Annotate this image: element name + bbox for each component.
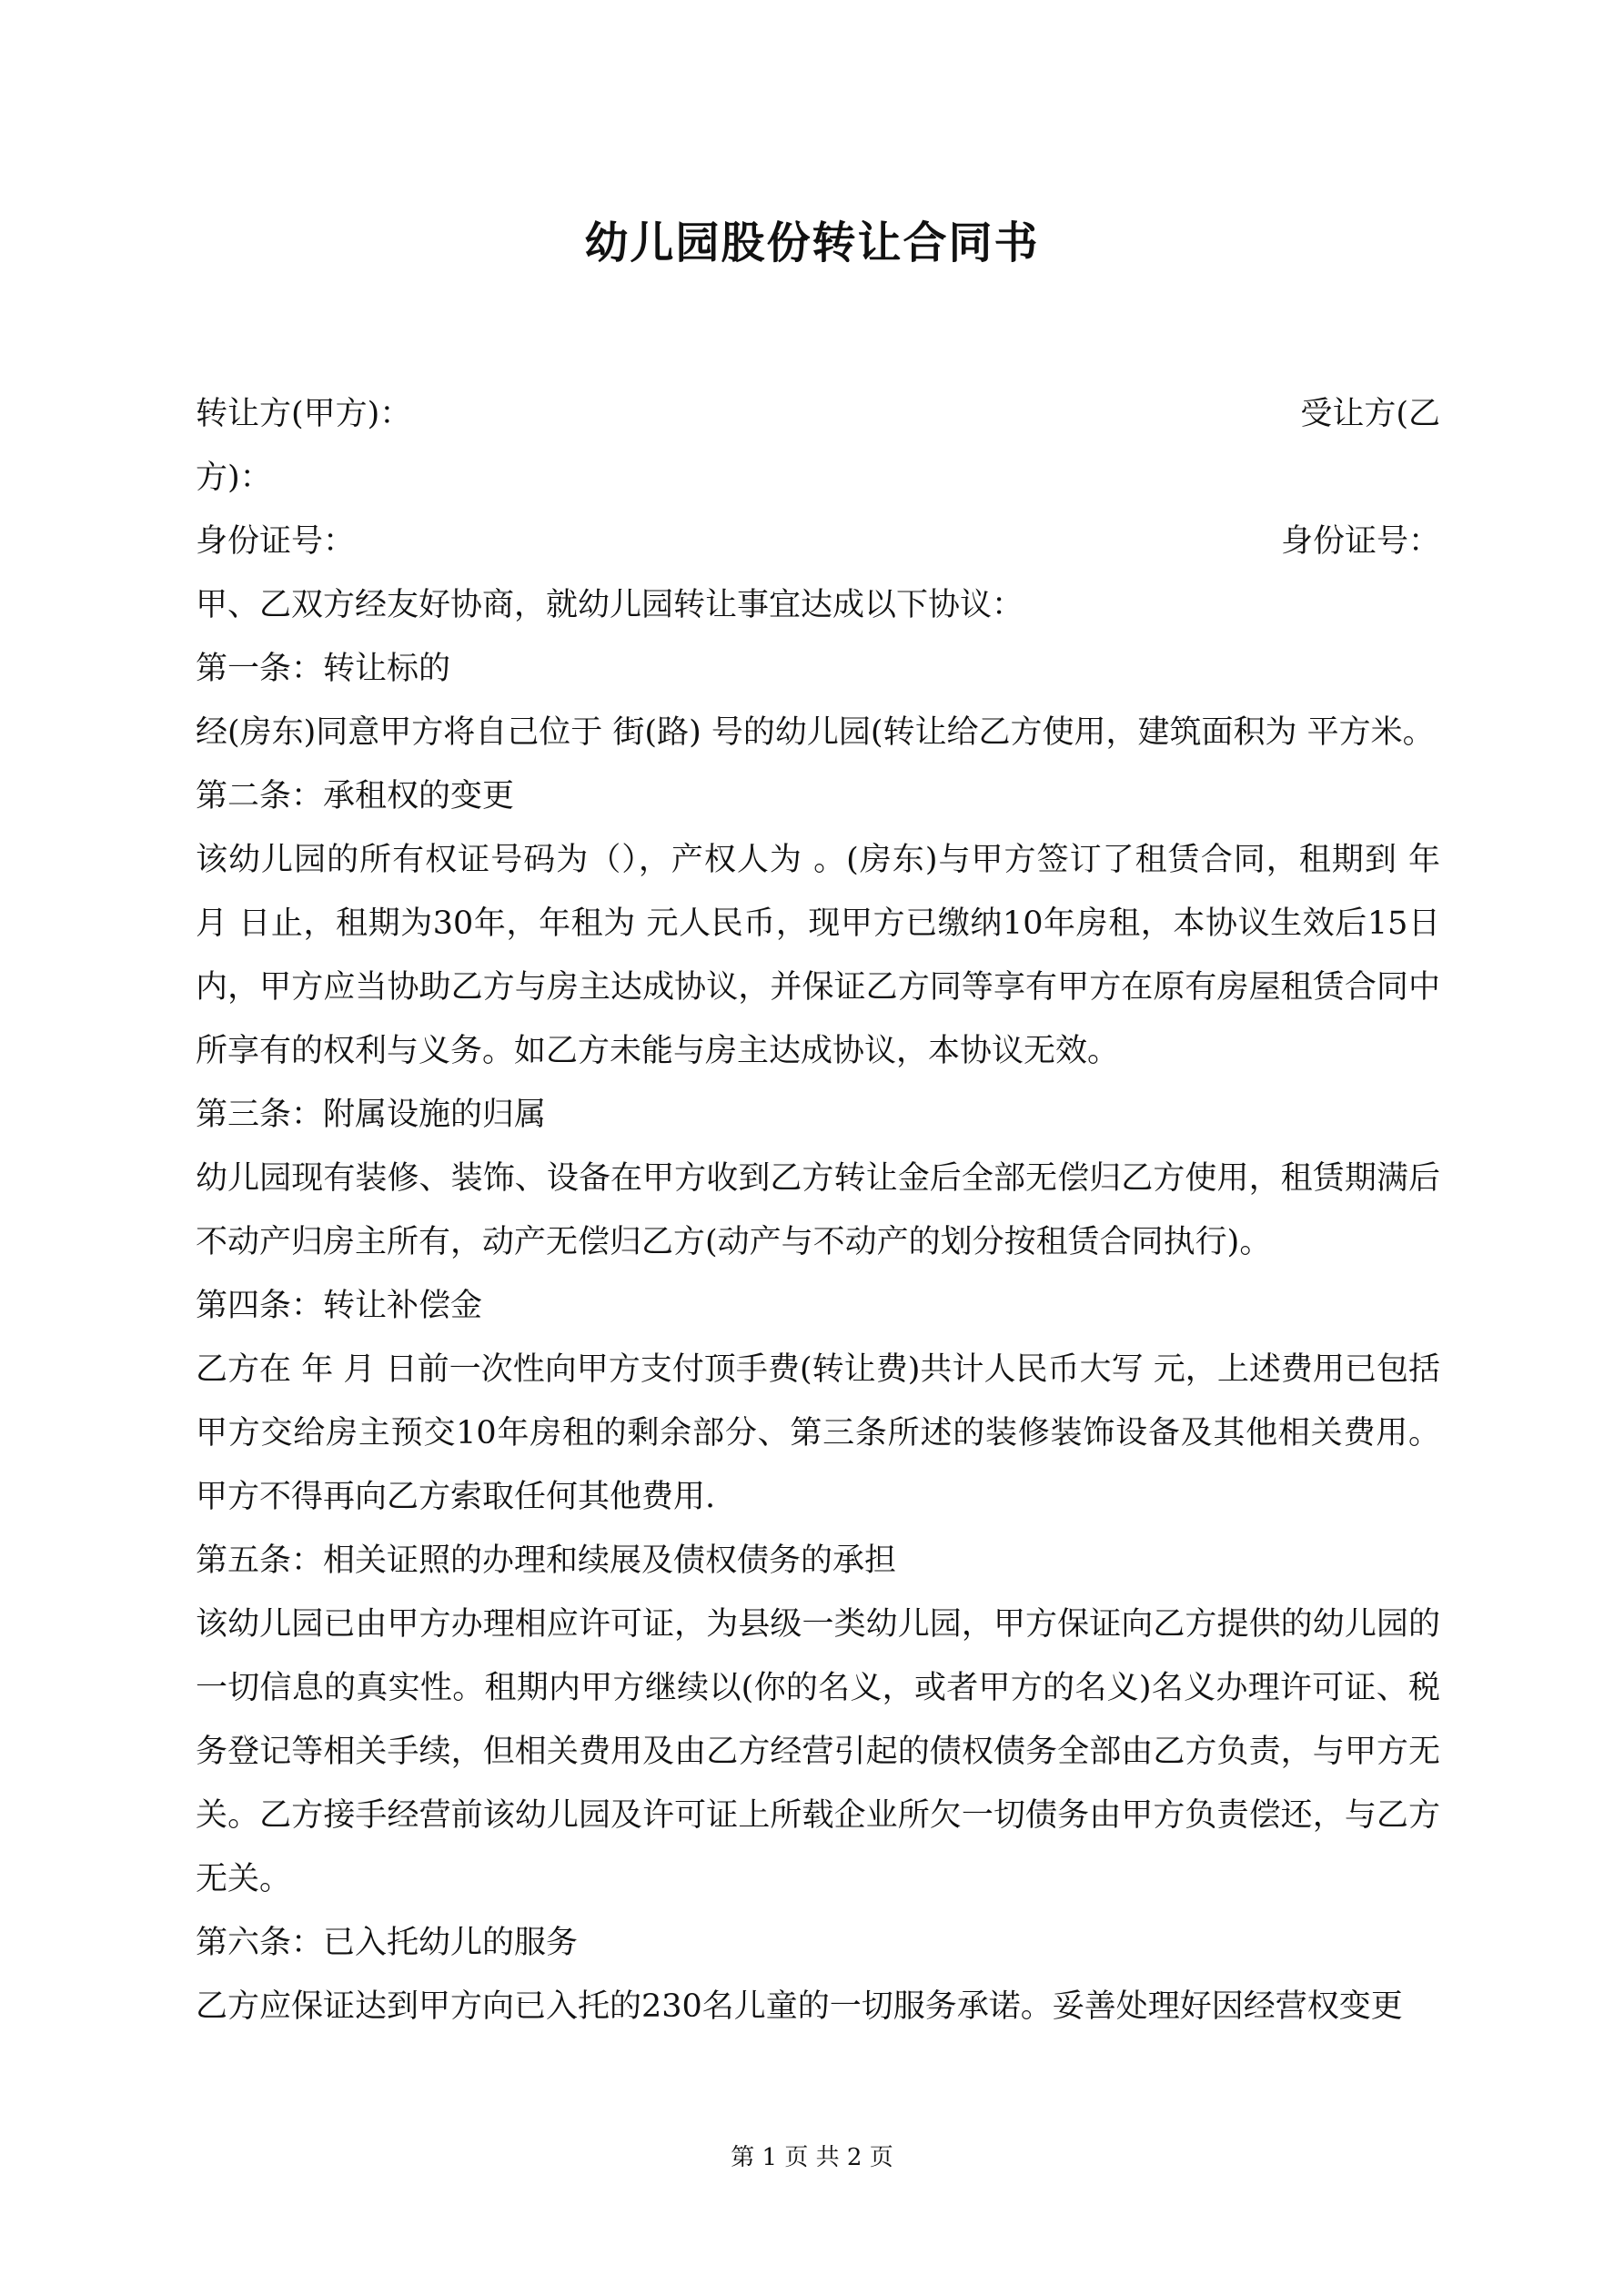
article-6-text: 乙方应保证达到甲方向已入托的230名儿童的一切服务承诺。妥善处理好因经营权变更 bbox=[196, 1988, 1403, 2025]
article-2-text: 该幼儿园的所有权证号码为（），产权人为 。(房东)与甲方签订了租赁合同，租期到 年 月 日止，租期为30年，年租为 元人民币，现甲方已缴纳10年房租，本协议生效后15日内，甲方应当协助乙方与房主达成协议，并保证乙方同等享有甲方在原有房屋租赁合同中所享有的权利与义务。如乙方未能与房主达成协议，本协议无效。 bbox=[196, 842, 1440, 1069]
party-row bbox=[196, 382, 1440, 446]
article-6-heading: 第六条：已入托幼儿的服务 bbox=[196, 1925, 579, 1961]
article-4-heading: 第四条：转让补偿金 bbox=[196, 1288, 483, 1324]
document-title: 幼儿园股份转让合同书 bbox=[584, 217, 1040, 268]
article-2-heading: 第二条：承租权的变更 bbox=[196, 778, 515, 814]
party-a-label: 转让方(甲方)： bbox=[196, 396, 412, 432]
article-1-heading: 第一条：转让标的 bbox=[196, 651, 451, 687]
article-4-text: 乙方在 年 月 日前一次性向甲方支付顶手费(转让费)共计人民币大写 元，上述费用已包括甲方交给房主预交10年房租的剩余部分、第三条所述的装修装饰设备及其他相关费用。甲方不得再向乙方索取任何其他费用. bbox=[196, 1351, 1440, 1515]
article-5-heading: 第五条：相关证照的办理和续展及债权债务的承担 bbox=[196, 1542, 897, 1579]
article-5-text: 该幼儿园已由甲方办理相应许可证，为县级一类幼儿园，甲方保证向乙方提供的幼儿园的一切信息的真实性。租期内甲方继续以(你的名义，或者甲方的名义)名义办理许可证、税务登记等相关手续，但相关费用及由乙方经营引起的债权债务全部由乙方负责，与甲方无关。乙方接手经营前该幼儿园及许可证上所载企业所欠一切债务由甲方负责偿还，与乙方无关。 bbox=[196, 1606, 1440, 1897]
party-b-label: 受让方(乙 bbox=[1300, 396, 1440, 432]
document-body bbox=[196, 382, 1440, 2038]
id-label-b: 身份证号： bbox=[1280, 523, 1440, 560]
id-label-a: 身份证号： bbox=[196, 523, 356, 560]
article-3-heading: 第三条：附属设施的归属 bbox=[196, 1097, 547, 1133]
party-b-label-continuation: 方)： bbox=[196, 460, 272, 496]
intro-text: 甲、乙双方经友好协商，就幼儿园转让事宜达成以下协议： bbox=[196, 587, 1024, 623]
page-footer: 第 1 页 共 2 页 bbox=[731, 2144, 893, 2171]
article-3-text: 幼儿园现有装修、装饰、设备在甲方收到乙方转让金后全部无偿归乙方使用，租赁期满后不动产归房主所有，动产无偿归乙方(动产与不动产的划分按租赁合同执行)。 bbox=[196, 1160, 1440, 1260]
article-1-text: 经(房东)同意甲方将自己位于 街(路) 号的幼儿园(转让给乙方使用，建筑面积为 平方米。 bbox=[196, 714, 1435, 751]
id-row bbox=[196, 510, 1440, 573]
